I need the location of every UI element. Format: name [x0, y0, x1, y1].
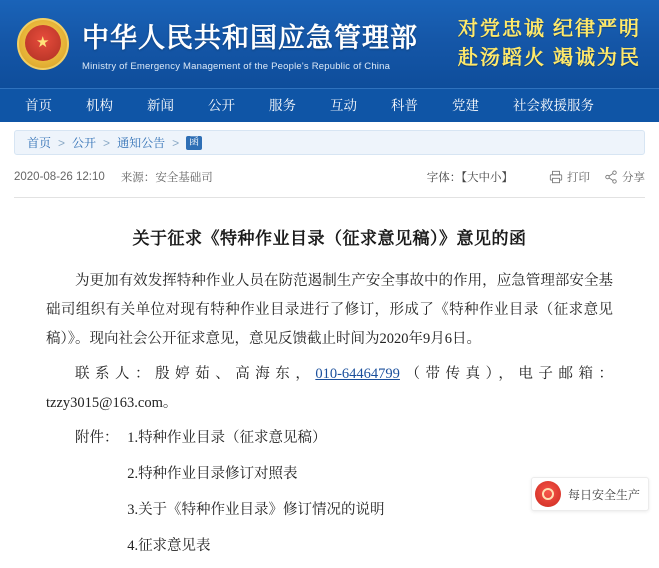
- article-body: [0, 198, 659, 568]
- attachment-item-2[interactable]: 2.特种作业目录修订对照表: [127, 466, 298, 482]
- slogan-line-2: 赴汤蹈火 竭诚为民: [458, 47, 641, 69]
- breadcrumb-separator-1: >: [58, 135, 66, 150]
- article-meta: [14, 164, 645, 198]
- breadcrumb-item-notice[interactable]: 通知公告: [117, 136, 166, 150]
- header-slogan: [458, 15, 645, 73]
- source-label: 来源：: [120, 172, 156, 184]
- attachment-item-1[interactable]: 1.特种作业目录（征求意见稿）: [127, 430, 327, 446]
- contact-prefix: 联系人：殷婷茹、高海东，: [75, 366, 316, 382]
- font-size-label: 字体：【: [426, 172, 467, 184]
- breadcrumb-separator-2: >: [103, 135, 111, 150]
- attachment-item-4[interactable]: 4.征求意见表: [127, 538, 211, 554]
- printer-icon: [549, 170, 563, 184]
- article-contact-line: [46, 360, 613, 418]
- nav-item-home[interactable]: 首页: [25, 97, 52, 113]
- breadcrumb-item-home[interactable]: 首页: [27, 136, 52, 150]
- breadcrumb-item-disclosure[interactable]: 公开: [72, 136, 97, 150]
- page-title: 关于征求《特种作业目录（征求意见稿）》意见的函: [132, 229, 527, 248]
- account-badge[interactable]: [531, 477, 649, 511]
- source-value: 安全基础司: [155, 172, 213, 184]
- nav-item-interaction[interactable]: 互动: [330, 97, 357, 113]
- nav-item-social-rescue[interactable]: 社会救援服务: [513, 97, 594, 113]
- breadcrumb: [14, 130, 645, 155]
- share-label: 分享: [622, 172, 645, 184]
- print-button[interactable]: [549, 169, 590, 185]
- account-name: 每日安全生产: [567, 487, 640, 502]
- font-size-control[interactable]: [427, 169, 513, 185]
- share-icon: [604, 170, 618, 184]
- share-button[interactable]: [604, 169, 645, 185]
- site-title-block: [82, 16, 450, 72]
- article-paragraph-1: 为更加有效发挥特种作业人员在防范遏制生产安全事故中的作用，应急管理部安全基础司组织有关单位对现有特种作业目录进行了修订，形成了《特种作业目录（征求意见稿）》。现向社会公开征求意见，意见反馈截止时间为2020年9月6日。: [46, 273, 613, 347]
- print-label: 打印: [567, 172, 590, 184]
- nav-item-news[interactable]: 新闻: [147, 97, 174, 113]
- breadcrumb-separator-3: >: [172, 135, 180, 150]
- nav-item-party-building[interactable]: 党建: [452, 97, 479, 113]
- publish-date: 2020-08-26 12:10: [14, 171, 105, 183]
- nav-item-organization[interactable]: 机构: [86, 97, 113, 113]
- site-header: [0, 0, 659, 88]
- account-logo-icon: [535, 481, 561, 507]
- breadcrumb-wrap: [0, 122, 659, 155]
- site-title-cn: 中华人民共和国应急管理部: [82, 23, 418, 53]
- site-title-en: Ministry of Emergency Management of the People's Republic of China: [82, 61, 391, 72]
- breadcrumb-badge-letter: 函: [186, 136, 202, 150]
- slogan-line-1: 对党忠诚 纪律严明: [458, 18, 641, 40]
- nav-item-disclosure[interactable]: 公开: [208, 97, 235, 113]
- contact-phone-link[interactable]: 010-64464799: [315, 366, 400, 382]
- attachment-item-3[interactable]: 3.关于《特种作业目录》修订情况的说明: [127, 502, 385, 518]
- nav-item-services[interactable]: 服务: [269, 97, 296, 113]
- font-size-label-close: 】: [501, 172, 513, 184]
- attachments-label: 附件：: [75, 430, 119, 446]
- contact-suffix: （带传真），电子邮箱：tzzy3015@163.com。: [46, 366, 614, 411]
- nav-item-science[interactable]: 科普: [391, 97, 418, 113]
- attachments-block: [46, 424, 613, 568]
- font-size-options[interactable]: 大中小: [467, 172, 502, 184]
- national-emblem-icon: ★: [14, 15, 72, 73]
- main-nav: [0, 88, 659, 122]
